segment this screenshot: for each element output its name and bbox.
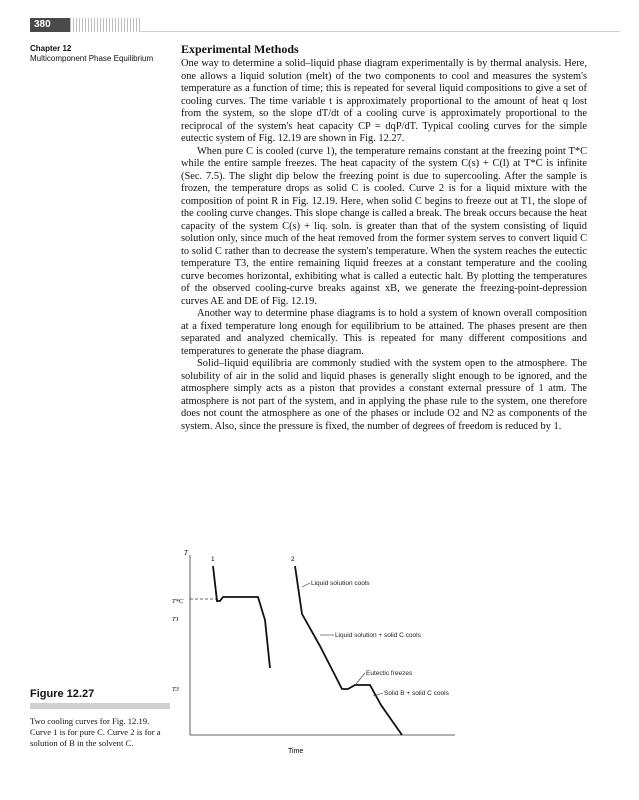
paragraph-2: When pure C is cooled (curve 1), the temperature remains constant at the freezing point T*C while the entire sample freezes. The heat capacity of the system C(s) + C(l) at T*C is infinite (Sec. 7.5). The slight dip below the freezing point is due to supercooling. After the sample is frozen, the temperature drops as solid C is cooled. Curve 2 is for a liquid mixture with the composition of point R in Fig. 12.19. Here, when solid C begins to freeze out at T1, the slope of the cooling curve changes. This slope change is called a break. The break occurs because the heat capacity of the system C(s) + liq. soln. is greater than that of the system consisting of liquid solution only, since much of the heat removed from the former system serves to convert liquid C to solid C rather than to decrease the system's temperature. When the system reaches the eutectic temperature T3, the entire remaining liquid freezes at a constant temperature and the cooling curve becomes horizontal, exhibiting what is called a eutectic halt. By plotting the temperatures of the observed cooling-curve breaks against xB, we generate the freezing-point-depression curves AE and DE of Fig. 12.19. (181, 145, 587, 307)
section-title: Experimental Methods (181, 42, 299, 56)
paragraph-3: Another way to determine phase diagrams is to hold a system of known overall composition at a fixed temperature long enough for equilibrium to be attained. The phases present are then separated and analyzed chemically. This is repeated for many different compositions and temperatures to generate the phase diagram. (181, 308, 587, 357)
header-line (140, 31, 620, 32)
figure-caption-block (30, 687, 170, 749)
chapter-block (30, 44, 180, 64)
tick-label-tc: T*C (172, 598, 184, 605)
cooling-curve-figure (170, 545, 470, 757)
tick-label-t1: T1 (172, 616, 179, 623)
annotation-liquid-cools: Liquid solution cools (311, 580, 370, 587)
annotation-eutectic: Eutectic freezes (366, 670, 413, 677)
figure-label-bar (30, 703, 170, 709)
paragraph-4: Solid–liquid equilibria are commonly studied with the system open to the atmosphere. The solubility of air in the solid and liquid phases is generally slight enough to be ignored, and the atmosphere simply acts as a piston that provides a constant external pressure of 1 atm. The atmosphere is not part of the system, and in applying the phase rule to the system, one therefore does not count the atmosphere as one of the phases or include O2 and N2 as components of the system. Also, since the pressure is fixed, the number of degrees of freedom is reduced by 1. (181, 358, 587, 432)
y-axis-label: T (184, 549, 188, 557)
cooling-curve-2 (295, 566, 402, 735)
figure-label: Figure 12.27 (30, 688, 95, 700)
cooling-curve-1 (213, 566, 270, 668)
x-axis-label: Time (288, 748, 304, 755)
header-decoration (70, 18, 140, 32)
chapter-label: Chapter 12 (30, 44, 72, 53)
tick-label-t3: T3 (172, 686, 179, 693)
annotation-solid-cools: Solid B + solid C cools (384, 690, 449, 697)
page-header (30, 18, 620, 32)
page-number-box (30, 18, 70, 32)
paragraph-1: One way to determine a solid–liquid phase diagram experimentally is by thermal analysis. Here, one allows a liquid solution (melt) of the two components to cool and measures the system's temperature as a function of time; this is repeated for several liquid compositions to give a set of cooling curves. The time variable t is approximately proportional to the amount of heat q lost from the system, so the slope dT/dt of a cooling curve is approximately proportional to the reciprocal of the system's heat capacity CP = dqP/dT. Typical cooling curves for the simple eutectic system of Fig. 12.19 are shown in Fig. 12.27. (181, 58, 587, 144)
leader-eutectic (356, 673, 365, 684)
main-text (181, 42, 587, 433)
curve-2-label: 2 (291, 556, 295, 563)
annotation-liquid-solid: Liquid solution + solid C cools (335, 632, 421, 639)
chapter-title: Multicomponent Phase Equilibrium (30, 54, 154, 63)
figure-caption: Two cooling curves for Fig. 12.19. Curve 1 is for pure C. Curve 2 is for a solution of B in the solvent C. (30, 716, 161, 748)
leader-liquid-cools (302, 583, 310, 587)
curve-1-label: 1 (211, 556, 215, 563)
page-number: 380 (34, 19, 51, 30)
